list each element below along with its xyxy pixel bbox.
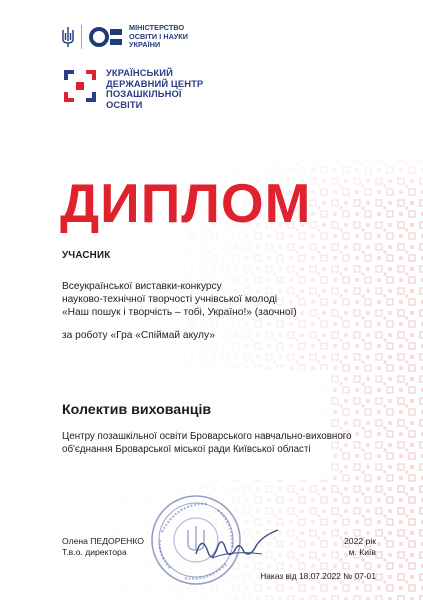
center-mark-icon [62,68,98,104]
trident-icon [62,26,74,48]
issue-year: 2022 рік [344,536,376,546]
ministry-mark-icon [89,26,123,48]
ministry-line: ОСВІТИ І НАУКИ [129,31,189,41]
ministry-line: УКРАЇНИ [129,40,161,50]
signer-block [62,536,144,557]
center-line: ДЕРЖАВНИЙ ЦЕНТР [106,77,204,89]
contest-description [62,280,297,320]
center-name [106,68,203,110]
order-reference: Наказ від 18.07.2022 № 07-01 [260,571,376,581]
center-line: ПОЗАШКІЛЬНОЇ [106,88,182,100]
ministry-logo [62,22,188,52]
logo-divider [81,25,82,49]
signer-title: Т.в.о. директора [62,546,127,557]
recipient-organization [62,430,352,456]
ministry-name [129,24,188,50]
work-title: за роботу «Гра «Спіймай акулу» [62,330,215,341]
org-line: Центру позашкільної освіти Броварського навчально-виховного [62,431,352,442]
center-logo [62,68,203,110]
contest-line: науково-технічної творчості учнівської молоді [62,294,278,306]
signer-name: Олена ПЕДОРЕНКО [62,536,144,546]
org-line: об'єднання Броварської міської ради Київської області [62,444,311,455]
date-place-block [344,536,376,557]
recipient-name: Колектив вихованців [62,402,212,418]
issue-city: м. Київ [348,546,376,557]
center-line: ОСВІТИ [106,98,143,110]
contest-line: Всеукраїнської виставки-конкурсу [62,281,222,292]
contest-line: «Наш пошук і творчість – тобі, Україно!» (заочної) [62,307,297,319]
ministry-line: МІНІСТЕРСТВО [129,23,185,33]
center-line: УКРАЇНСЬКИЙ [106,67,173,78]
signature [192,524,282,568]
diploma-title: ДИПЛОМ [60,172,312,234]
participant-role: УЧАСНИК [62,250,111,261]
